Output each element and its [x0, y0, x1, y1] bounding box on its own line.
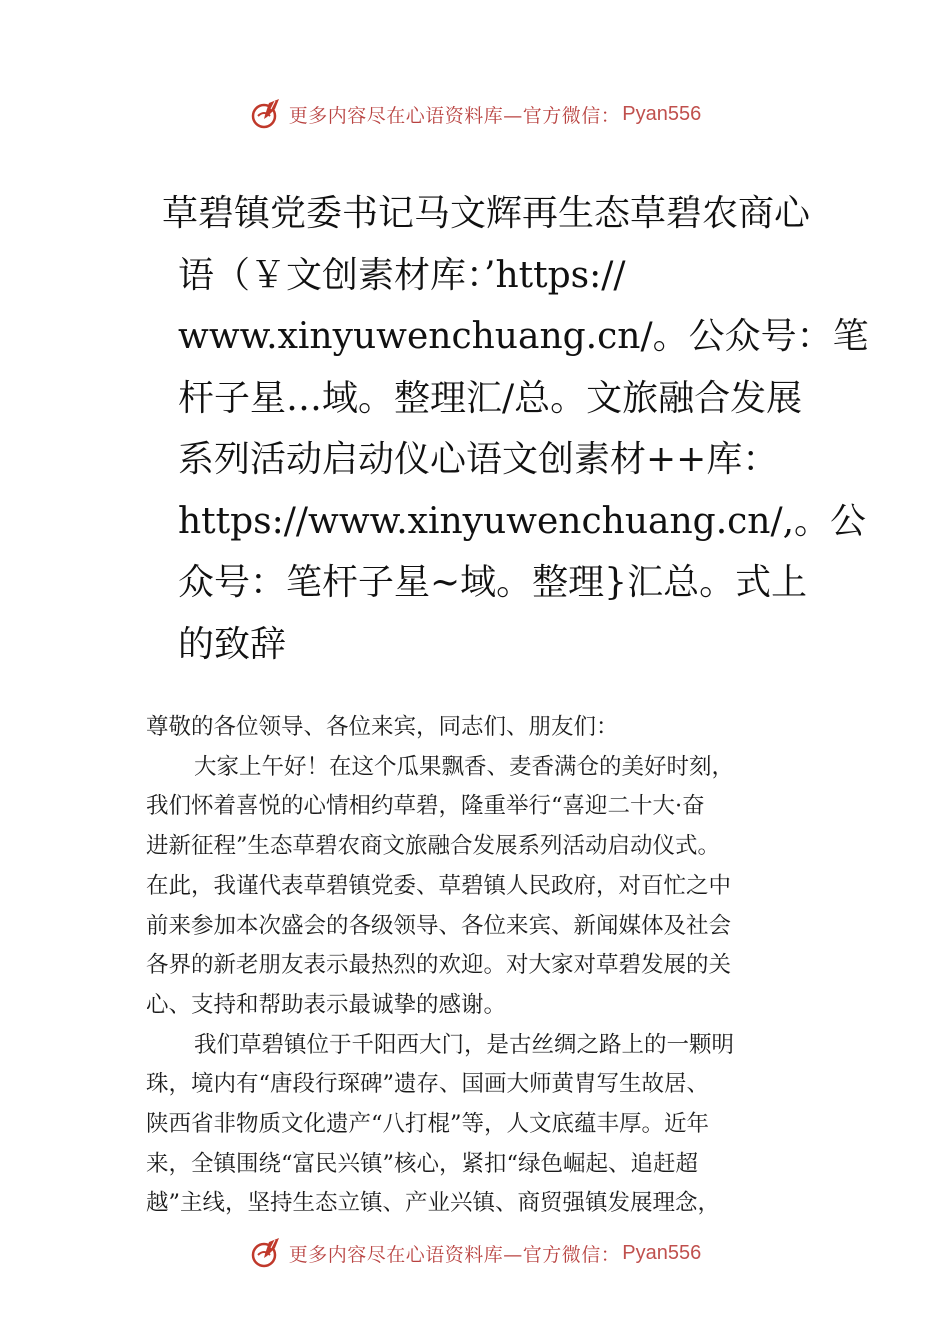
body-line: 珠，境内有“唐段行琛碑”遗存、国画大师黄胄写生故居、 — [146, 1071, 710, 1098]
body-line: 前来参加本次盛会的各级领导、各位来宾、新闻媒体及社会 — [146, 912, 732, 939]
document-body — [146, 708, 806, 1224]
body-line: 我们怀着喜悦的心情相约草碧，隆重举行“喜迎二十大·奋 — [146, 793, 705, 820]
document-title — [162, 183, 869, 675]
banner-text: 更多内容尽在心语资料库—官方微信： — [288, 104, 621, 127]
title-line: 的致辞 — [178, 623, 287, 665]
body-line: 来，全镇围绕“富民兴镇”核心，紧扣“绿色崛起、追赶超 — [146, 1150, 699, 1177]
banner-text: 更多内容尽在心语资料库—官方微信： — [288, 1243, 621, 1266]
pen-logo-icon — [249, 1236, 283, 1270]
title-line: 杆子星…域。整理汇/总。文旅融合发展 — [178, 377, 803, 419]
banner-wechat-id: Pyan556 — [622, 102, 702, 125]
footer-banner — [0, 1233, 950, 1273]
salutation: 尊敬的各位领导、各位来宾，同志们、朋友们： — [146, 714, 619, 740]
body-line: 各界的新老朋友表示最热烈的欢迎。对大家对草碧发展的关 — [146, 952, 732, 979]
title-line: www.xinyuwenchuang.cn/。公众号：笔 — [178, 316, 869, 357]
body-line: 我们草碧镇位于千阳西大门，是古丝绸之路上的一颗明 — [194, 1031, 735, 1058]
body-line: 陕西省非物质文化遗产“八打棍”等，人文底蕴丰厚。近年 — [146, 1111, 710, 1138]
header-banner — [0, 94, 950, 134]
body-line: 越”主线，坚持生态立镇、产业兴镇、商贸强镇发展理念， — [146, 1190, 721, 1217]
title-line: 系列活动启动仪心语文创素材++库： — [178, 439, 779, 480]
pen-logo-icon — [249, 97, 283, 131]
body-line: 在此，我谨代表草碧镇党委、草碧镇人民政府，对百忙之中 — [146, 872, 732, 899]
body-line: 进新征程”生态草碧农商文旅融合发展系列活动启动仪式。 — [146, 833, 721, 860]
banner-wechat-id: Pyan556 — [622, 1241, 702, 1264]
body-line: 心、支持和帮助表示最诚挚的感谢。 — [146, 991, 507, 1018]
title-line: 草碧镇党委书记马文辉再生态草碧农商心 — [162, 193, 811, 234]
title-line: 众号：笔杆子星~域。整理}汇总。式上 — [178, 562, 808, 603]
title-line: https://www.xinyuwenchuang.cn/,。公 — [178, 500, 867, 542]
title-line: 语（￥文创素材库：’https:// — [178, 254, 626, 296]
body-line: 大家上午好！在这个瓜果飘香、麦香满仓的美好时刻， — [194, 753, 735, 780]
